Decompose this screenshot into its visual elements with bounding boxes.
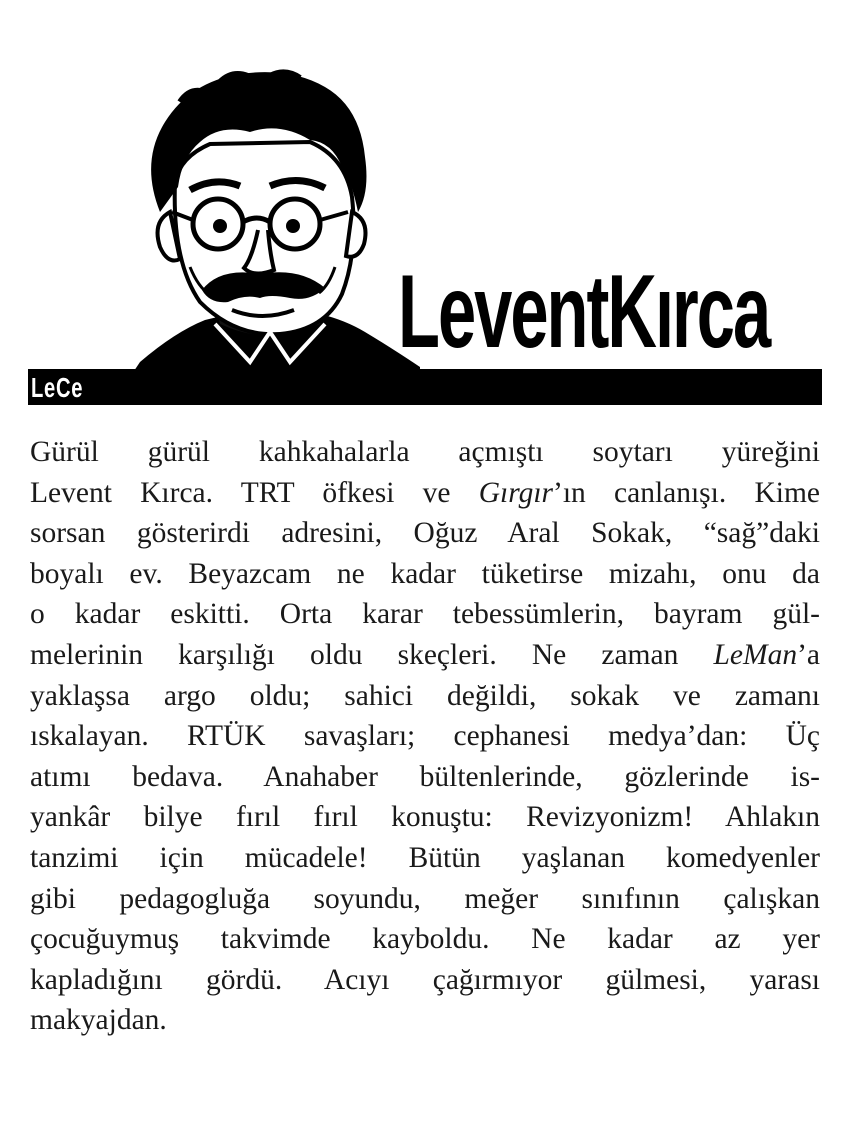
caricature-portrait-icon xyxy=(120,62,420,377)
magazine-name: Gırgır xyxy=(478,476,554,509)
article-line: atımı bedava. Anahaber bültenlerinde, gözlerinde is- xyxy=(30,760,820,793)
article-line: Gürül gürül kahkahalarla açmıştı soytarı yüreğini xyxy=(30,436,820,468)
article-line: Levent Kırca. TRT öfkesi ve Gırgır’ın canlanışı. Kime xyxy=(30,476,820,509)
author-name-title xyxy=(398,252,822,364)
article-line: çocuğuymuş takvimde kayboldu. Ne kadar az yer xyxy=(30,923,820,956)
article-line: kapladığını gördü. Acıyı çağırmıyor gülmesi, yarası xyxy=(30,963,820,996)
article-line: yankâr bilye fırıl fırıl konuştu: Revizyonizm! Ahlakın xyxy=(30,801,820,834)
article-line: sorsan gösterirdi adresini, Oğuz Aral Sokak, “sağ”daki xyxy=(30,517,820,550)
article-line: boyalı ev. Beyazcam ne kadar tüketirse mizahı, onu da xyxy=(30,557,820,590)
header-bar xyxy=(28,369,822,405)
article-line-last: makyajdan. xyxy=(30,1004,167,1037)
article-line: ıskalayan. RTÜK savaşları; cephanesi medya’dan: Üç xyxy=(30,720,820,753)
author-name: LeventKırca xyxy=(398,254,770,364)
artist-signature: LeCe xyxy=(31,372,84,403)
article-body xyxy=(30,432,820,1041)
magazine-name: LeMan xyxy=(713,638,798,671)
article-line: gibi pedagogluğa soyundu, meğer sınıfının çalışkan xyxy=(30,882,820,915)
article-line: o kadar eskitti. Orta karar tebessümlerin, bayram gül- xyxy=(30,598,820,631)
article-line: yaklaşsa argo oldu; sahici değildi, sokak ve zamanı xyxy=(30,679,820,712)
article-line: melerinin karşılığı oldu skeçleri. Ne zaman LeMan’a xyxy=(30,638,820,671)
article-line: tanzimi için mücadele! Bütün yaşlanan komedyenler xyxy=(30,841,820,874)
